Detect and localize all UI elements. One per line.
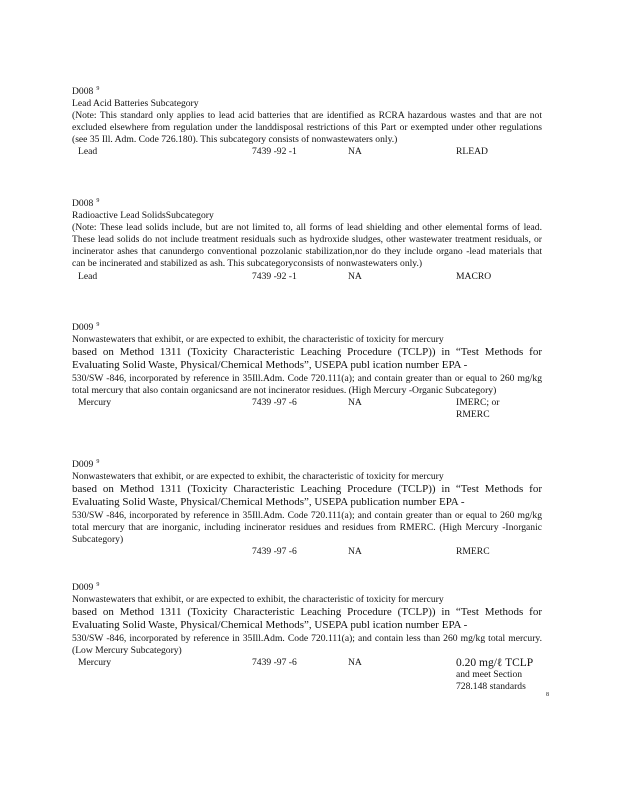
cas-number: 7439 -92 -1 bbox=[252, 146, 297, 158]
cas-number: 7439 -97 -6 bbox=[252, 656, 297, 668]
description-rest: 530/SW -846, incorporated by reference in 35Ill.Adm. Code 720.111(a); and contain greater than or equal to 260 mg/kg total mercury that also contain organicsand are not incinerator residues. (High Mercury -Organic Subcategory) bbox=[72, 372, 542, 396]
description-rest: 530/SW -846, incorporated by reference in 35Ill.Adm. Code 720.111(a); and contain less than 260 mg/kg total mercury. (Low Mercury Subcategory) bbox=[72, 632, 542, 656]
description-rest: 530/SW -846, incorporated by reference in 35Ill.Adm. Code 720.111(a); and contain greater than or equal to 260 mg/kg total mercury that are inorganic, including incinerator residues and residues from RMERC. (High Mercury -Inorganic Subcategory) bbox=[72, 509, 542, 545]
waste-entry-d008-radioactive bbox=[72, 198, 542, 283]
description-line: Nonwastewaters that exhibit, or are expected to exhibit, the characteristic of toxicity for mercury bbox=[72, 471, 444, 483]
cas-number: 7439 -92 -1 bbox=[252, 270, 297, 282]
wastewater-standard: NA bbox=[348, 396, 362, 408]
description-method: based on Method 1311 (Toxicity Characteristic Leaching Procedure (TCLP)) in “Test Methods for Evaluating Solid Waste, Physical/Chemical Methods”, USEPA publication number EPA - bbox=[72, 483, 542, 509]
constituent: Mercury bbox=[78, 396, 112, 408]
footnote-marker: 8 bbox=[546, 692, 549, 698]
waste-code: D008 $^9$ bbox=[72, 197, 100, 209]
subcategory-title: Lead Acid Batteries Subcategory bbox=[72, 98, 199, 110]
nonwastewater-standard: MACRO bbox=[456, 270, 492, 282]
cas-number: 7439 -97 -6 bbox=[252, 545, 297, 557]
waste-code: D009 $^9$ bbox=[72, 458, 100, 470]
description-line: Nonwastewaters that exhibit, or are expected to exhibit, the characteristic of toxicity for mercury bbox=[72, 594, 444, 606]
wastewater-standard: NA bbox=[348, 146, 362, 158]
waste-entry-d008-lead-acid bbox=[72, 86, 542, 159]
nonwastewater-standard bbox=[456, 397, 499, 421]
wastewater-standard: NA bbox=[348, 270, 362, 282]
waste-code: D009 $^9$ bbox=[72, 581, 100, 593]
table-row bbox=[72, 271, 542, 283]
subcategory-note: (Note: These lead solids include, but are not limited to, all forms of lead shielding and other elemental forms of lead. These lead solids do not include treatment residuals such as hydroxide sludges, other wastewater treatment residuals, or incinerator ashes that canundergo conventional pozzolanic stabilization,nor do they include organo -lead materials that can be incinerated and stabilized as ash. This subcategoryconsists of nonwastewaters only.) bbox=[72, 222, 542, 270]
cas-number: 7439 -97 -6 bbox=[252, 396, 297, 408]
standard-line: and meet Section bbox=[456, 668, 523, 680]
standard-line: RMERC bbox=[456, 408, 490, 420]
subcategory-title: Radioactive Lead SolidsSubcategory bbox=[72, 210, 214, 222]
constituent: Mercury bbox=[78, 656, 112, 668]
constituent: Lead bbox=[78, 270, 98, 282]
waste-code: D008 $^9$ bbox=[72, 85, 100, 97]
nonwastewater-standard: RMERC bbox=[456, 545, 490, 557]
standard-line: 0.20 mg/ℓ TCLP bbox=[456, 656, 534, 669]
waste-entry-d009-high-organic bbox=[72, 322, 542, 423]
waste-entry-d009-high-inorganic bbox=[72, 459, 542, 558]
nonwastewater-standard bbox=[456, 657, 533, 693]
wastewater-standard: NA bbox=[348, 656, 362, 668]
table-row bbox=[72, 397, 542, 423]
waste-code: D009 $^9$ bbox=[72, 321, 100, 333]
description-method: based on Method 1311 (Toxicity Characteristic Leaching Procedure (TCLP)) in “Test Methods for Evaluating Solid Waste, Physical/Chemical Methods”, USEPA publ ication number EPA - bbox=[72, 346, 542, 372]
table-row bbox=[72, 546, 542, 558]
wastewater-standard: NA bbox=[348, 545, 362, 557]
description-method: based on Method 1311 (Toxicity Characteristic Leaching Procedure (TCLP)) in “Test Methods for Evaluating Solid Waste, Physical/Chemical Methods”, USEPA publ ication number EPA - bbox=[72, 606, 542, 632]
waste-entry-d009-low-mercury bbox=[72, 582, 542, 697]
subcategory-note: (Note: This standard only applies to lead acid batteries that are identified as RCRA hazardous wastes and that are not excluded elsewhere from regulation under the landdisposal restrictions of this Part or exempted under other regulations (see 35 Ill. Adm. Code 726.180). This subcategory consists of nonwastewaters only.) bbox=[72, 110, 542, 146]
standard-line: IMERC; or bbox=[456, 396, 500, 408]
nonwastewater-standard: RLEAD bbox=[456, 146, 488, 158]
standard-line: 728.148 standards bbox=[456, 680, 526, 692]
description-line: Nonwastewaters that exhibit, or are expected to exhibit, the characteristic of toxicity for mercury bbox=[72, 334, 444, 346]
table-row bbox=[72, 146, 542, 158]
table-row bbox=[72, 657, 542, 697]
constituent: Lead bbox=[78, 146, 98, 158]
